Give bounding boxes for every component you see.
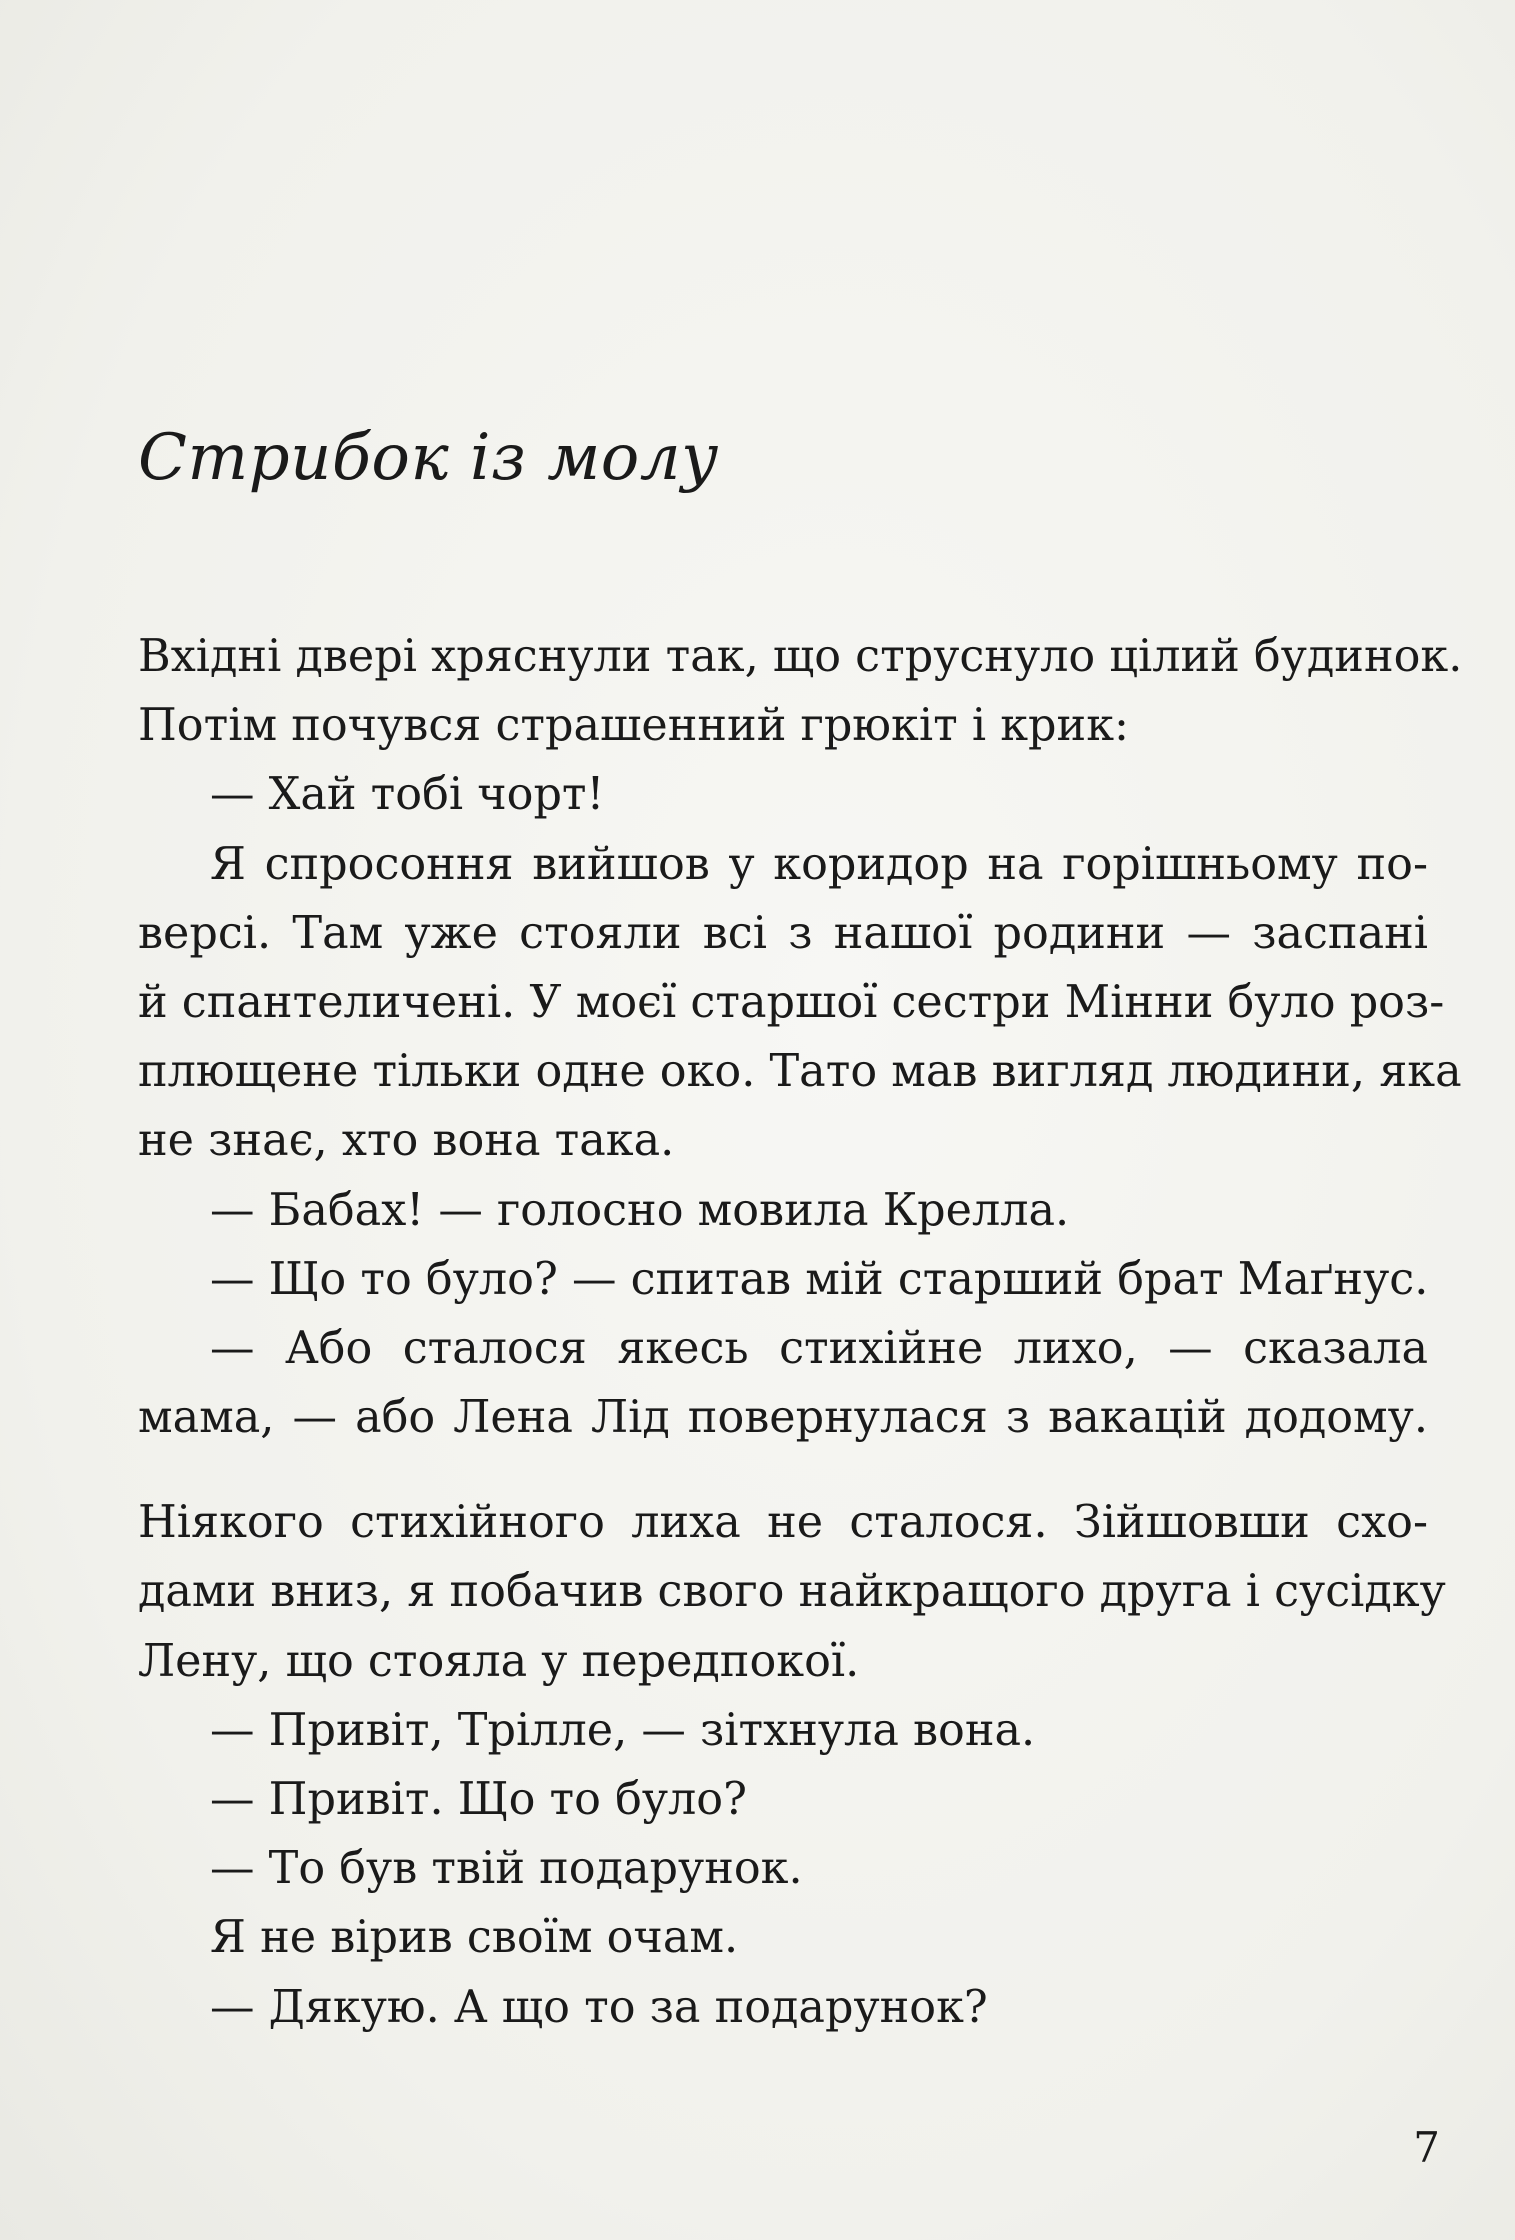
text-line: Вхідні двері хряснули так, що струснуло цілий будинок. [138,631,1463,682]
text-line: Лену, що стояла у передпокої. [138,1635,860,1687]
text-line: — Бабах! — голосно мовила Крелла. [210,1184,1070,1236]
text-line: Я спросоння вийшов у коридор на горішньому по- [210,838,1428,890]
text-line: й спантеличені. У моєї старшої сестри Мінни було роз- [138,976,1445,1028]
text-line: — Привіт, Трілле, — зітхнула вона. [210,1704,1036,1756]
text-line: Ніякого стихійного лиха не сталося. Зійшовши схо- [138,1497,1428,1549]
text-line: — Привіт. Що то було? [210,1774,747,1825]
text-line: — Хай тобі чорт! [210,769,605,821]
text-line: Потім почувся страшенний грюкіт і крик: [138,700,1129,752]
text-line: дами вниз, я побачив свого найкращого друга і сусідку [138,1566,1446,1618]
chapter-title: Стрибок із молу [138,421,719,495]
text-line: мама, — або Лена Лід повернулася з вакацій додому. [138,1392,1428,1444]
text-line: — То був твій подарунок. [210,1843,803,1895]
page-number: 7 [1413,2123,1440,2172]
text-line: Я не вірив своїм очам. [210,1912,739,1964]
text-line: плющене тільки одне око. Тато мав вигляд людини, яка [138,1046,1462,1098]
text-line: не знає, хто вона така. [138,1115,675,1167]
text-line: — Дякую. А що то за подарунок? [210,1981,988,2033]
text-line: — Або сталося якесь стихійне лихо, — сказала [210,1322,1428,1374]
paragraph-gap [138,1452,1428,1488]
text-line: — Що то було? — спитав мій старший брат Маґнус. [210,1253,1429,1305]
text-line: версі. Там уже стояли всі з нашої родини — заспані [138,907,1428,959]
body-text [138,622,1463,2042]
